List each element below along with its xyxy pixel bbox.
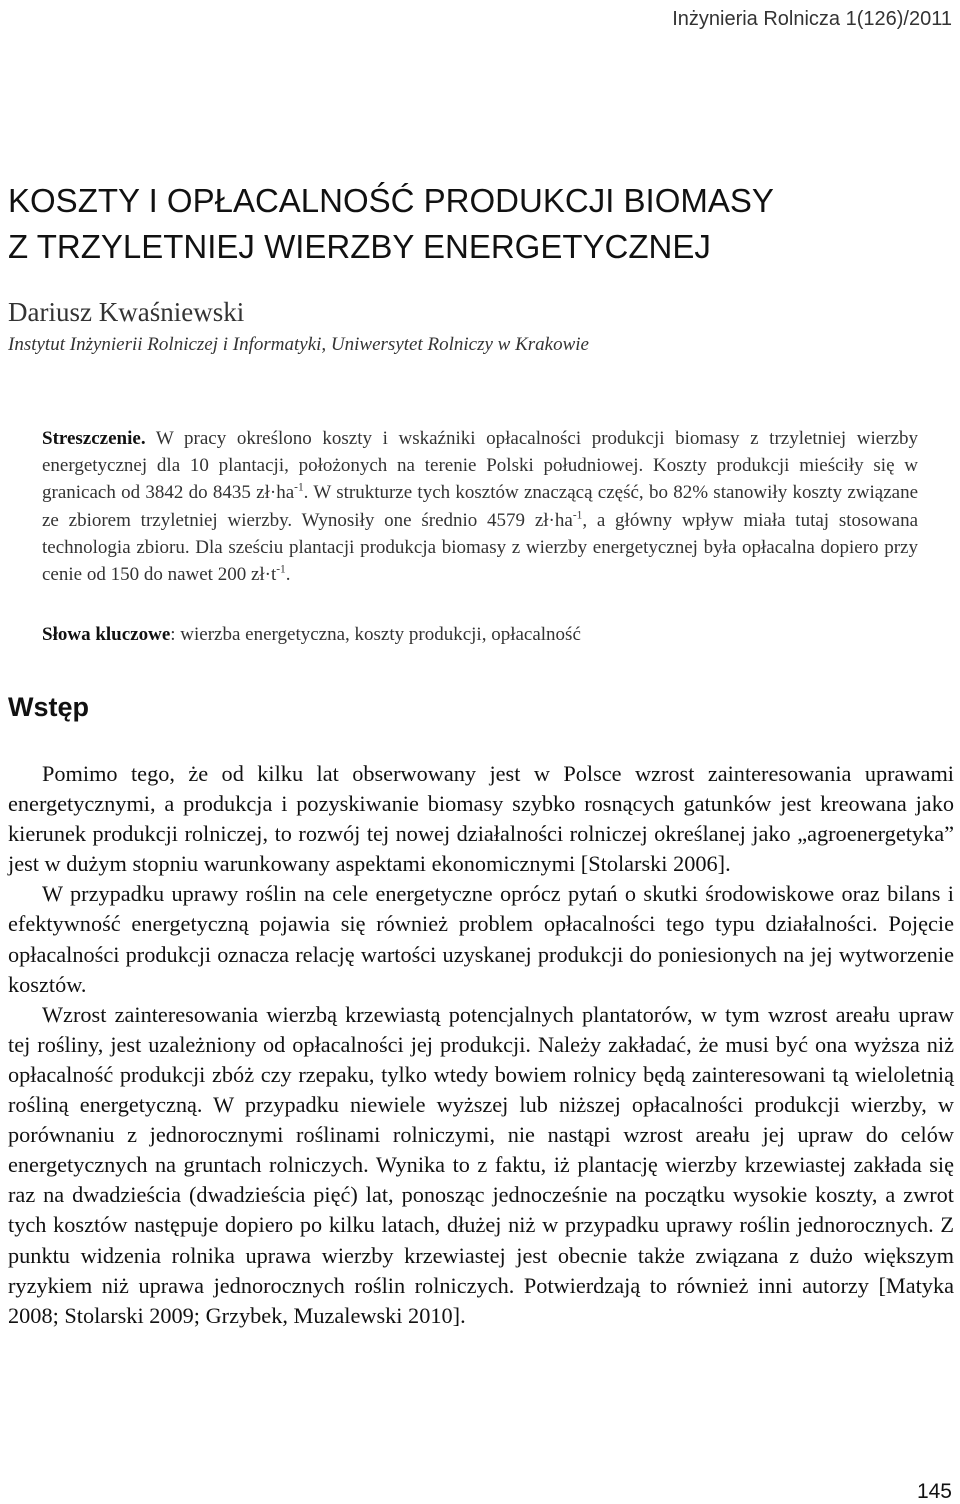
author-name: Dariusz Kwaśniewski	[8, 297, 245, 327]
paper-title	[8, 178, 948, 270]
body-paragraph-3: Wzrost zainteresowania wierzbą krzewiastą potencjalnych plantatorów, w tym wzrost areału upraw tej rośliny, jest uzależniony od opłacalności jej produkcji. Należy zakładać, że musi być ona wyższa niż opłacalność produkcji zbóż czy rzepaku, tylko wtedy bowiem rolnicy będą zainteresowani tą wieloletnią rośliną energetyczną. W przypadku niewiele wyższej lub niższej opłacalności produkcji wierzby, w porównaniu z jednorocznymi roślinami rolniczymi, nie nastąpi wzrost areału jej upraw do celów energetycznych na gruntach rolniczych. Wynika to z faktu, iż plantację wierzby krzewiastej zakłada się raz na dwadzieścia (dwadzieścia pięć) lat, ponosząc jednocześnie na początku wysokie koszty, a zwrot tych kosztów następuje dopiero po kilku latach, dłużej niż w przypadku uprawy roślin jednorocznych. Z punktu widzenia rolnika uprawa wierzby krzewiastej jest obecnie także związana z dużo większym ryzykiem niż uprawa jednorocznych roślin rolniczych. Potwierdzają to również inni autorzy [Matyka 2008; Stolarski 2009; Grzybek, Muzalewski 2010].	[8, 1001, 954, 1328]
page-number: 145	[916, 1480, 952, 1503]
body-text	[8, 759, 954, 1331]
abstract	[42, 425, 918, 588]
abstract-text-2: . W strukturze tych kosztów znaczącą część, bo 82% stanowiły koszty związane ze zbiorem trzyletniej wierzby. Wynosiły one średnio 4579 zł·ha	[42, 482, 918, 531]
abstract-text-4: .	[285, 564, 291, 586]
body-paragraph-1: Pomimo tego, że od kilku lat obserwowany jest w Polsce wzrost zainteresowania uprawami energetycznymi, a produkcja i pozyskiwanie biomasy szybko rosnących gatunków jest kreowana jako kierunek produkcji rolniczej, to rozwój tej nowej działalności rolniczej określanej jako „agroenergetyka” jest w dużym stopniu warunkowany aspektami ekonomicznymi [Stolarski 2006].	[8, 761, 954, 877]
abstract-sup-3: -1	[276, 563, 286, 576]
journal-header: Inżynieria Rolnicza 1(126)/2011	[672, 8, 952, 30]
abstract-text-3: , a główny wpływ miała tutaj stosowana technologia zbioru. Dla sześciu plantacji produkcja biomasy z wierzby energetycznej była opłacalna dopiero przy cenie od 150 do nawet 200 zł·t	[42, 509, 919, 586]
keywords-label: Słowa kluczowe	[42, 624, 171, 645]
body-paragraph-2: W przypadku uprawy roślin na cele energetyczne oprócz pytań o skutki środowiskowe oraz bilans i efektywność energetyczną pojawia się również problem opłacalności tego typu działalności. Pojęcie opłacalności produkcji oznacza relację wartości uzyskanej produkcji do poniesionych na jej wytworzenie kosztów.	[8, 881, 954, 997]
title-line-1: KOSZTY I OPŁACALNOŚĆ PRODUKCJI BIOMASY	[8, 182, 774, 219]
abstract-sup-2: -1	[572, 509, 583, 522]
keywords	[42, 621, 918, 648]
abstract-label: Streszczenie.	[42, 428, 146, 449]
abstract-text-1: W pracy określono koszty i wskaźniki opłacalności produkcji biomasy z trzyletniej wierzby energetycznej dla 10 plantacji, położonych na terenie Polski południowej. Koszty produkcji mieściły się w granicach od 3842 do 8435 zł·ha	[42, 428, 918, 504]
author-affiliation: Instytut Inżynierii Rolniczej i Informatyki, Uniwersytet Rolniczy w Krakowie	[8, 334, 589, 355]
abstract-sup-1: -1	[294, 482, 304, 495]
title-line-2: Z TRZYLETNIEJ WIERZBY ENERGETYCZNEJ	[8, 228, 711, 265]
keywords-text: : wierzba energetyczna, koszty produkcji, opłacalność	[170, 624, 581, 645]
section-heading: Wstęp	[8, 692, 89, 722]
